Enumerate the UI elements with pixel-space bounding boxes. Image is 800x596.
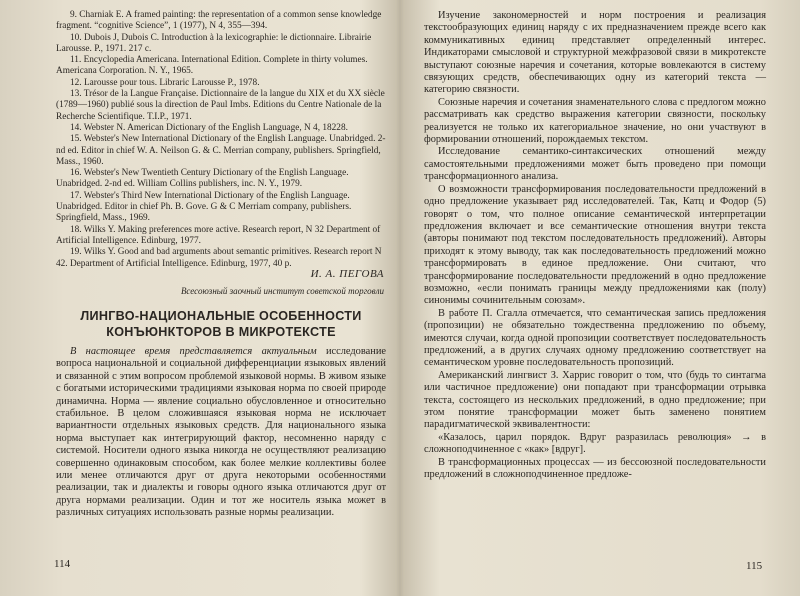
reference-item: 11. Encyclopedia Americana. International Edition. Complete in thirty volumes. Americana Corporation. N. Y., 1965. <box>56 55 368 77</box>
body-paragraph: В трансформационных процессах — из бессоюзной последовательности предложений в сложноподчиненное предложе- <box>424 456 766 481</box>
body-paragraph: Союзные наречия и сочетания знаменательного слова с предлогом можно рассматривать как средство выражения категории связности, поскольку реализуется не только их категориальное значение, но они участвуют в формировании отношений, порождаемых текстом. <box>424 96 766 146</box>
page-number-left: 114 <box>54 558 71 570</box>
article-body-left <box>56 346 386 520</box>
body-paragraph: О возможности трансформирования последовательности предложений в одно предложение указывает ряд исследователей. Так, Катц и Фодор (5) говорят о том, что полное описание семантической интерпретации предложения включает и все семантические отношения внутри текста (авторы понимают под текстом последовательность предложений). Авторы приходят к этому выводу, так как последовательность предложений можно трансформировать в единое предложение. Они считают, что трансформирование последовательности предложений в одно предложение возможно, «если понимать границы между предложениями как (полу) синонимы сочинительным союзам». <box>424 183 766 307</box>
article-title-line-2: КОНЪЮНКТОРОВ В МИКРОТЕКСТЕ <box>106 325 336 339</box>
page-number-right: 115 <box>746 560 763 572</box>
article-title <box>56 308 386 340</box>
article-body-right <box>424 10 766 481</box>
reference-item: 13. Trésor de la Langue Française. Dictionnaire de la langue du XIX et du XX siècle (1789—1960) publié sous la direction de Paul Imbs. Editions du Centre Nationale de la Recherche Scientifique. T.I.P., 1971. <box>56 89 385 122</box>
body-paragraph: Исследование семантико-синтаксических отношений между самостоятельными предложениями может быть проведено при помощи трансформационного анализа. <box>424 146 766 183</box>
body-paragraph: Американский лингвист З. Харрис говорит о том, что (будь то синтагма или частичное предложение) они попадают при трансформации отрывка текста, состоящего из нескольких предложений, в одно предложение; при этом понятие трансформации может быть заменено понятием парадигматической эквивалентности: <box>424 369 766 431</box>
lead-in-italic: В настоящее время представляется актуальным <box>70 346 317 357</box>
article-title-line-1: ЛИНГВО-НАЦИОНАЛЬНЫЕ ОСОБЕННОСТИ <box>80 309 362 323</box>
reference-item: 17. Webster's Third New International Dictionary of the English Language. Unabridged. Editor in chief Ph. B. Gove. G & C Merriam company, publishers. Springfield, Mass., 1969. <box>56 190 352 224</box>
article-author: И. А. ПЕГОВА <box>310 268 384 280</box>
reference-item: 9. Charniak E. A framed painting: the representation of a common sense knowledge fragment. “cognitive Science”, 1 (1977), N 4, 355—394. <box>56 10 382 32</box>
right-page <box>400 0 800 596</box>
references-list <box>56 10 386 270</box>
paragraph-text: исследование вопроса национальной и социальной дифференциации языковых явлений и связанной с этим вопросом проблемой языковой нормы. В живом языке с богатыми историческими традициями языковая норма по своей природе динамична. Норма — явление социально обусловленное и относительно стабильное. В целом сложившаяся языковая норма не исключает вариантности отдельных языковых средств. Для национального языка норма выступает как интегрирующий фактор, несомненно наряду с системой. Носители одного языка никогда не осуществляют реализацию совершенно одинаковым способом, как более мелкие коллективы более или менее отличаются друг от друга некоторыми особенностями реализации, так и диалекты и говоры одного языка отличаются друг от друга нормами реализации. Один и тот же носитель языка может в различных ситуациях использовать разные нормы реализации. <box>56 346 386 519</box>
body-paragraph <box>56 346 386 520</box>
reference-item: 18. Wilks Y. Making preferences more active. Research report, N 32 Department of Artificial Intelligence. Edinburg, 1977. <box>56 224 381 246</box>
quoted-example: «Казалось, царил порядок. Вдруг разразилась революция» → в сложноподчиненное с «как» [вдруг]. <box>424 431 766 456</box>
body-paragraph: Изучение закономерностей и норм построения и реализация текстообразующих единиц наряду с их предназначением прежде всего как коммуникативных единиц представляет определенный интерес. Индикаторами смысловой и структурной межфразовой связи в микротексте выступают союзные наречия и сочетания, которые вовлекаются в систему связующих средств, обеспечивающих одну из категорий текста — категорию связности. <box>424 10 766 96</box>
reference-item: 15. Webster's New International Dictionary of the English Language. Unabridged. 2-nd ed. Editor in chief W. A. Neilson G. & C. Merrian company, publishers. Springfield, Mass., 1960. <box>56 134 386 167</box>
body-paragraph: В работе П. Сгалла отмечается, что семантическая запись предложения (пропозиции) не обязательно тождественна предложению по объему, имеются случаи, когда одной пропозиции соответствует последовательность предложений, а в других случаях одному предложению соответствует на семантическом уровне последовательность пропозиций. <box>424 307 766 369</box>
reference-item: 19. Wilks Y. Good and bad arguments about semantic primitives. Research report N 42. Department of Artificial Intelligence. Edinburg, 1977, 40 p. <box>56 247 382 269</box>
reference-item: 12. Larousse pour tous. Libraric Larousse P., 1978. <box>70 77 260 88</box>
reference-item: 14. Webster N. American Dictionary of the English Language, N 4, 18228. <box>70 122 348 133</box>
reference-item: 16. Webster's New Twentieth Century Dictionary of the English Language. Unabridged. 2-nd ed. William Collins publishers, inc. N. Y., 1979. <box>56 168 349 190</box>
reference-item: 10. Dubois J, Dubois C. Introduction à la lexicographie: le dictionnaire. Librairie Larousse. P., 1971. 217 c. <box>56 32 372 54</box>
author-affiliation: Всесоюзный заочный институт советской торговли <box>180 286 384 296</box>
